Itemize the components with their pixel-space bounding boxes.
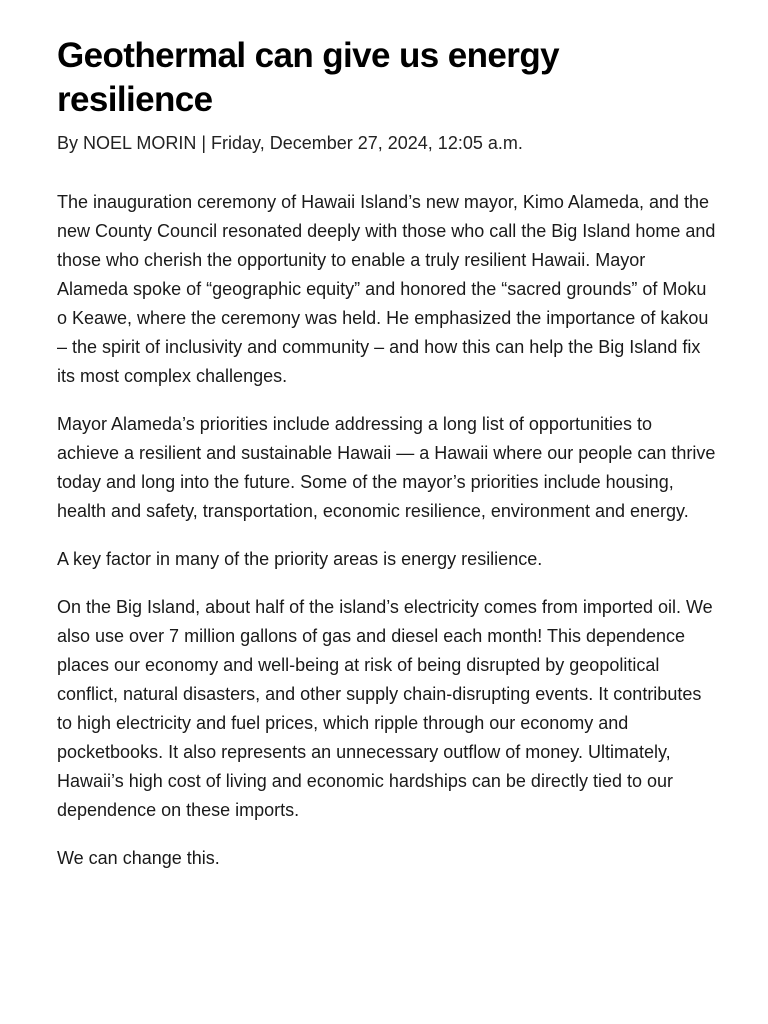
article-body	[57, 188, 716, 873]
article-byline: By NOEL MORIN | Friday, December 27, 2024, 12:05 a.m.	[57, 133, 523, 153]
article-paragraph: A key factor in many of the priority areas is energy resilience.	[57, 549, 543, 569]
article-paragraph: The inauguration ceremony of Hawaii Island’s new mayor, Kimo Alameda, and the new County Council resonated deeply with those who call the Big Island home and those who cherish the opportunity to enable a truly resilient Hawaii. Mayor Alameda spoke of “geographic equity” and honored the “sacred grounds” of Moku o Keawe, where the ceremony was held. He emphasized the importance of kakou – the spirit of inclusivity and community – and how this can help the Big Island fix its most complex challenges.	[57, 192, 716, 386]
article-paragraph: On the Big Island, about half of the island’s electricity comes from imported oil. We also use over 7 million gallons of gas and diesel each month! This dependence places our economy and well-being at risk of being disrupted by geopolitical conflict, natural disasters, and other supply chain-disrupting events. It contributes to high electricity and fuel prices, which ripple through our economy and pocketbooks. It also represents an unnecessary outflow of money. Ultimately, Hawaii’s high cost of living and economic hardships can be directly tied to our dependence on these imports.	[57, 597, 713, 820]
article-headline: Geothermal can give us energy resilience	[57, 36, 559, 119]
article-paragraph: We can change this.	[57, 848, 220, 868]
article-paragraph: Mayor Alameda’s priorities include addressing a long list of opportunities to achieve a resilient and sustainable Hawaii — a Hawaii where our people can thrive today and long into the future. Some of the mayor’s priorities include housing, health and safety, transportation, economic resilience, environment and energy.	[57, 414, 716, 521]
